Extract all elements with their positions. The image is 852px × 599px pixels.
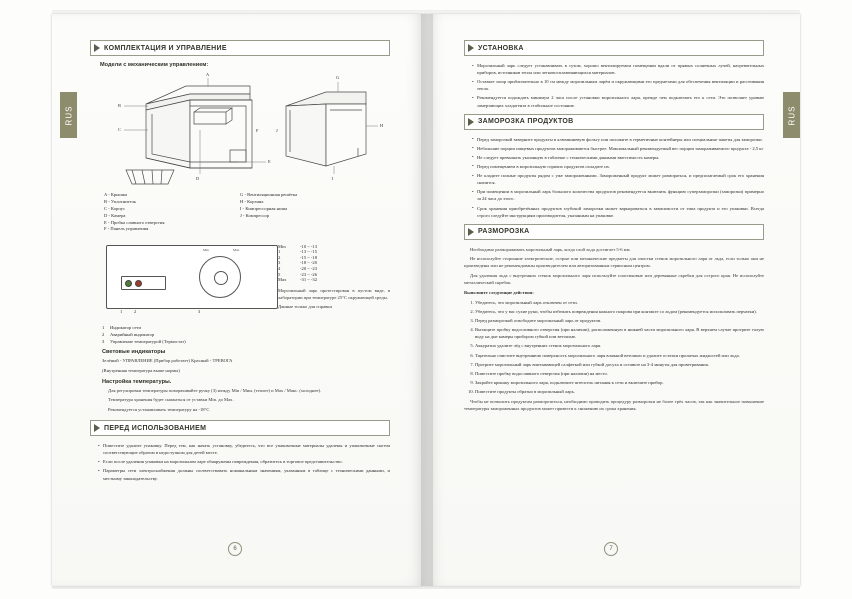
book-spread <box>52 14 800 586</box>
section-header-before-use <box>90 420 390 436</box>
temp-setting-title: Настройка температуры. <box>102 378 172 385</box>
temp-setting-text-1: Для регулировки температуры поворачивайте ручку (3) между Min / Мин. (теплее) и Max / Макс. (холоднее). <box>108 387 322 393</box>
temp-setting-text-2: Температура хранения будет снижаться от уставки Min. до Max. <box>108 397 234 403</box>
page-number-right: 7 <box>604 542 618 556</box>
right-page-content <box>464 40 764 415</box>
svg-text:H: H <box>380 123 384 128</box>
list-item: • Срок хранения приобретённых продуктов глубокой заморозки может варьироваться в зависимости от типа продукта и его упаковки. Всегда строго следуйте инструкциям производителя, указанным на упаковке. <box>472 205 764 219</box>
triangle-bullet-icon <box>94 44 100 52</box>
table-row <box>278 277 321 283</box>
legend-item: J - Компрессор <box>240 212 270 218</box>
section-header-freezing <box>464 114 764 130</box>
legend-item: H - Корзина <box>240 198 264 204</box>
indicators-text-1: Зелёный - УПРАВЛЕНИЕ (Прибор работает) Красный - ТРЕВОГА <box>102 358 233 364</box>
temp-range: -13 ~ -15 <box>300 249 318 255</box>
table-row <box>278 243 321 249</box>
panel-legend-label: Управление температурой (Термостат) <box>110 339 186 345</box>
freezer-illustration <box>90 70 390 188</box>
temp-position: Max <box>278 277 287 283</box>
power-indicator-led <box>125 280 132 287</box>
callout-1: 1 <box>120 309 123 315</box>
panel-legend-label: Аварийный индикатор <box>110 332 155 338</box>
defrost-paragraph-2: Не используйте сторонние электрические, острые или механические предметы для очистки стенок морозильного ларя от льда, если только они не произведены или не рекомендованы производителем или авторизованным сервисным центром. <box>464 256 764 269</box>
legend-item: I - Компрессорная ниша <box>240 205 288 211</box>
list-item: 2. Убедитесь, что у вас сухие руки, чтобы избежать повреждения кожного покрова при контакте со льдом (рекомендуется использовать перчатки). <box>475 308 764 315</box>
triangle-bullet-icon <box>94 424 100 432</box>
legend-item: F - Панель управления <box>104 226 149 232</box>
list-item: • Если после удаления упаковки на морозильном ларе обнаружены повреждения, обратитесь в торговое представительство. <box>98 458 390 465</box>
defrost-paragraph-3: Для удаления льда с внутренних стенок морозильного ларя используйте пластиковые или деревянные скребки для острого края. Не используйте металлический скребок. <box>464 273 764 286</box>
callout-2: 2 <box>134 309 137 315</box>
list-item: • Параметры сети электроснабжения должны соответствовать номинальным значениям, указанным в таблице с техническими данными, и местному законодательству. <box>98 467 390 481</box>
panel-legend-number: 1 <box>102 325 105 331</box>
language-tab-left <box>60 92 77 138</box>
temp-range: -31 ~ -32 <box>300 277 318 283</box>
page-number-left: 6 <box>228 542 242 556</box>
panel-and-table <box>90 239 390 346</box>
list-item: • Небольшие порции пищевых продуктов замораживаются быстрее. Максимальный рекомендуемый вес порции замораживаемого продукта - 2,5 кг <box>472 145 764 152</box>
temp-setting-text-3: Рекомендуется устанавливать температуру на -18°C <box>108 406 210 412</box>
list-item: 8. Поместите пробку водосливного отверстия (при наличии) на место. <box>475 370 764 377</box>
list-item: • Поместите удалите упаковку. Перед тем, как начать установку, убедитесь, что все упаковочные материалы удалены и упаковочные скотчи соответствующие образом в недоступном для детей месте. <box>98 442 390 456</box>
temp-range: -23 ~ -26 <box>300 271 318 277</box>
panel-legend-label: Индикатор сети <box>110 325 141 331</box>
panel-legend-number: 2 <box>102 332 105 338</box>
callout-3: 3 <box>198 309 201 315</box>
temp-position: 3 <box>278 260 281 266</box>
svg-text:E: E <box>268 159 271 164</box>
temp-table-note: Морозильный ларь протестирован в пустом виде, в лаборатории при температуре 25°C окружающей среды. <box>278 287 390 300</box>
temperature-table <box>278 243 321 282</box>
svg-text:D: D <box>196 176 200 181</box>
section-title-before-use: ПЕРЕД ИСПОЛЬЗОВАНИЕМ <box>104 424 207 432</box>
list-item: • Перед помещением в морозильную горячих продуктов охладите их. <box>472 163 764 170</box>
svg-text:G: G <box>336 75 340 80</box>
temp-range: -15 ~ -18 <box>300 254 318 260</box>
section-title-defrost: РАЗМОРОЗКА <box>478 228 530 236</box>
book-gutter <box>421 14 433 586</box>
language-tab-label: RUS <box>64 105 74 125</box>
language-tab-label: RUS <box>787 105 797 125</box>
thermostat-dial <box>199 256 241 298</box>
triangle-bullet-icon <box>468 44 474 52</box>
legend-item: E - Пробка сливного отверстия <box>104 219 165 225</box>
section-header-equipment <box>90 40 390 56</box>
svg-text:I: I <box>332 176 334 181</box>
temp-position: 4 <box>278 266 281 272</box>
parts-legend-left <box>104 192 224 233</box>
installation-list <box>464 62 764 109</box>
panel-legend-item <box>102 339 270 346</box>
temp-position: 2 <box>278 254 281 260</box>
model-caption: Модели с механическим управлением: <box>100 62 209 68</box>
parts-legend <box>104 192 390 233</box>
parts-legend-right <box>240 192 360 233</box>
legend-item: A - Крышка <box>104 192 128 197</box>
triangle-bullet-icon <box>468 118 474 126</box>
dial-label-max: Max <box>233 248 240 253</box>
section-header-installation <box>464 40 764 56</box>
list-item: • Не кладите полные продукты рядом с уже замороженными. Замороженный продукт может размораться, и предполагаемый срок его хранения снизится. <box>472 172 764 186</box>
section-title-equipment: КОМПЛЕКТАЦИЯ И УПРАВЛЕНИЕ <box>104 44 227 52</box>
svg-text:F: F <box>256 128 259 133</box>
indicator-lamps <box>121 276 166 290</box>
svg-text:A: A <box>206 72 210 77</box>
list-item: • При помещении в морозильный ларь большого количества продуктов рекомендуется включить функцию суперзаморозки (заморозки) примерно за 24 часа до этого. <box>472 188 764 202</box>
control-panel-drawing <box>106 245 278 309</box>
control-panel-block <box>90 239 270 346</box>
list-item: • Рекомендуется подождать минимум 2 часа после установки морозильного ларя, прежде чем подключать его к сети. Это позволяет уровню замерзающих хладагента в стабильное состояние. <box>472 94 764 108</box>
list-item: 5. Аккуратно удалите лёд с внутренних стенок морозильного ларя. <box>475 342 764 349</box>
language-tab-right <box>783 92 800 138</box>
list-item: 6. Тщательно очистите внутреннюю поверхность морозильного ларя влажной ветошью и удалите остатки пролитых жидкостей или льда. <box>475 352 764 359</box>
panel-legend-number: 3 <box>102 339 105 345</box>
temp-table-note-2: Данные только для справки <box>278 304 332 310</box>
legend-item: C - Корпус <box>104 205 126 211</box>
defrost-paragraph-1: Необходимо размораживать морозильный ларь, когда слой льда достигает 5-6 мм. <box>470 246 631 252</box>
list-item: 4. Вытащите пробку водосливного отверстия (при наличии), расположенную в нижней части морозильного ларя. В верхнем случае протрите талую воду на дне камеры прибором губкой или ветошью. <box>475 326 764 340</box>
list-item: • Морозильный ларь следует устанавливать в сухом, хорошо вентилируемом помещении вдали от прямых солнечных лучей, нагревательных приборов, источников тепла или легковоспламеняющихся материалов. <box>472 62 764 76</box>
temp-range: -20 ~ -23 <box>300 266 318 272</box>
list-item: 1. Убедитесь, что морозильный ларь отключен от сети. <box>475 299 764 306</box>
temp-position: 5 <box>278 271 281 277</box>
dial-label-min: Min <box>203 248 209 253</box>
triangle-bullet-icon <box>468 228 474 236</box>
section-header-defrost <box>464 224 764 240</box>
indicators-title: Световые индикаторы <box>102 349 166 356</box>
temp-range: -18 ~ -20 <box>300 260 318 266</box>
panel-legend-item <box>102 332 270 339</box>
before-use-list <box>90 442 390 482</box>
panel-legend-item <box>102 325 270 332</box>
defrost-closing-paragraph: Чтобы не позволить продуктам разморозиться, необходимо проводить процедуру разморозки не более трёх часов, так как значительное повышение температуры замороженных продуктов может привести к снижению их срока хранения. <box>464 399 764 412</box>
temp-range: -10 ~ -13 <box>300 243 318 249</box>
indicators-text-2: (Внутренняя температура выше нормы) <box>102 367 180 373</box>
list-item: • Перед заморозкой заверните продукты в алюминиевую фольгу или положите в герметичные контейнеры или специальные пакеты для заморозки. <box>472 136 764 143</box>
list-item: 7. Протрите морозильный ларь впитывающей салфеткой или губкой досуха и оставьте на 3-4 минуты для проветривания. <box>475 361 764 368</box>
legend-item: G - Вентиляционная решётка <box>240 192 298 197</box>
section-title-freezing: ЗАМОРОЗКА ПРОДУКТОВ <box>478 118 574 126</box>
steps-title: Выполните следующие действия: <box>464 290 534 296</box>
svg-text:B: B <box>118 103 121 108</box>
legend-item: D - Камера <box>104 212 126 218</box>
freezer-diagram-svg <box>90 70 390 188</box>
svg-text:C: C <box>118 127 121 132</box>
list-item: • Не следует превышать указанную в табличке с техническими данными вместимость камеры. <box>472 154 764 161</box>
alarm-indicator-led <box>135 280 142 287</box>
svg-text:J: J <box>276 128 278 133</box>
section-title-installation: УСТАНОВКА <box>478 44 524 52</box>
panel-callouts <box>90 311 270 321</box>
temperature-table-block <box>278 239 390 312</box>
temp-position: Min <box>278 243 286 249</box>
list-item: 9. Закройте крышку морозильного ларя, подключите штепсель питания к сети и включите прибор. <box>475 379 764 386</box>
panel-legend <box>102 325 270 346</box>
temp-position: 1 <box>278 249 281 255</box>
freezing-list <box>464 136 764 219</box>
left-page-content <box>90 40 390 485</box>
legend-item: B - Уплотнитель <box>104 198 137 204</box>
list-item: 3. Перед разморозкой освободите морозильный ларь от продуктов. <box>475 317 764 324</box>
list-item: • Оставьте зазор приблизительно в 10 см между морозильным ларём и окружающими его предметами для обеспечения вентиляции и рассеивания тепла. <box>472 78 764 92</box>
defrost-steps-list <box>464 299 764 395</box>
list-item: 10. Поместите продукты обратно в морозильный ларь. <box>475 388 764 395</box>
